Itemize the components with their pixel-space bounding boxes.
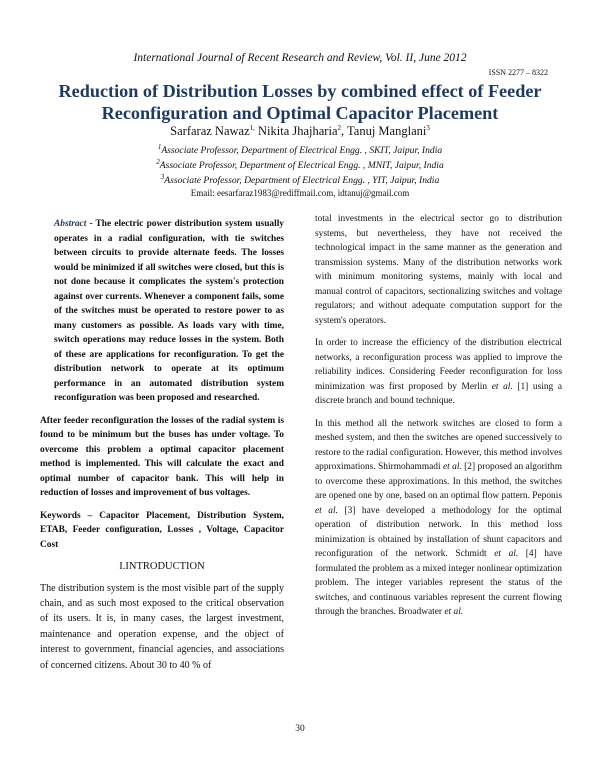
right-column: [315, 212, 562, 628]
abstract: [40, 217, 284, 406]
section-heading-introduction: I.INTRODUCTION: [119, 561, 205, 572]
affiliation-1: [0, 143, 600, 156]
p3-text-c: [3] have developed a methodology for the optimal operation of distribution network. In this method loss minimization is obtained by installation of shunt capacitors and reconfiguration of the network. Schmidt: [315, 505, 562, 559]
body-paragraph-2: [315, 336, 562, 409]
affiliation-1-sup: 1: [157, 143, 162, 151]
affiliation-1-text: Associate Professor, Department of Electrical Engg. , SKIT, Jaipur, India: [161, 145, 443, 157]
author-list: [0, 124, 600, 139]
p3-etal-1: et al.: [442, 462, 462, 472]
journal-header: International Journal of Recent Research and Review, Vol. II, June 2012: [133, 52, 467, 64]
author-1: Sarfaraz Nawaz: [170, 124, 250, 139]
affiliation-2-sup: 2: [156, 158, 160, 166]
author-2-sup: 2: [337, 124, 341, 132]
page-number: 30: [295, 724, 305, 734]
affiliation-3: [0, 173, 600, 186]
p3-text-b: [2] proposed an algorithm to overcome these approximations. In this method, the switches are opened one by one, based on an optimal flow pattern. Peponis: [315, 462, 562, 501]
body-paragraph-3: [315, 417, 562, 620]
p3-text-d: [4] have formulated the problem as a mixed integer nonlinear optimization problem. The integer variables represent the status of the switches, and continuous variables represent the current flowing through the branches. Broadwater: [315, 549, 562, 617]
left-column: [40, 217, 284, 681]
author-2: Nikita Jhajharia: [254, 124, 338, 139]
author-1-sup: 1,: [249, 124, 255, 132]
abstract-label: Abstract: [54, 219, 87, 229]
author-3: , Tanuj Manglani: [341, 124, 427, 139]
body-paragraph-1: total investments in the electrical sector go to distribution systems, but nevertheless, they have not received the technological impact in the same manner as the generation and transmission systems. Many of the distribution networks work with minimum monitoring systems, mainly with local and manual control of capacitors, sectionalizing switches and voltage regulators; and without adequate computation support for the system's operators.: [315, 214, 562, 326]
affiliation-2-text: Associate Professor, Department of Electrical Engg. , MNIT, Jaipur, India: [159, 160, 444, 172]
p3-text-a: In this method all the network switches are closed to form a meshed system, and then the switches are opened successively to restore to the radial configuration. However, this method involves approximations. Shirmohammadi: [315, 418, 562, 472]
issn-number: ISSN 2277 – 8322: [488, 68, 548, 77]
p2-etal: et al.: [491, 381, 513, 392]
p3-etal-2: et al.: [315, 505, 338, 516]
author-3-sup: 3: [426, 124, 430, 132]
author-emails: Email: eesarfaraz1983@rediffmail.com, idtanuj@gmail.com: [190, 188, 410, 198]
abstract-text: - The electric power distribution system usually operates in a radial configuration, with tie switches between circuits to provide alternate feeds. The losses would be minimized if all switches were closed, but this is not done because it complicates the system's protection against over currents. Whenever a component fails, some of the switches must be operated to restore power to as many customers as possible. As loads vary with time, switch operations may reduce losses in the system. Both of these are applications for reconfiguration. To get the distribution network to operate at its optimum performance in an automated distribution system reconfiguration was been proposed and researched.: [54, 219, 284, 403]
affiliation-2: [0, 158, 600, 171]
p2-end: [1] using a discrete branch and bound technique.: [315, 381, 562, 406]
introduction-paragraph: The distribution system is the most visible part of the supply chain, and as such most exposed to the critical observation of its users. It is, in many cases, the largest investment, maintenance and operation expense, and the object of interest to government, financial agencies, and associations of concerned citizens. About 30 to 40 % of: [40, 582, 284, 671]
affiliation-3-text: Associate Professor, Department of Electrical Engg. , YIT, Jaipur, India: [164, 175, 440, 187]
affiliation-3-sup: 3: [160, 173, 165, 181]
abstract-continuation: After feeder reconfiguration the losses of the radial system is found to be minimum but the buses has under voltage. To overcome this problem a optimal capacitor placement method is implemented. This will calculate the exact and optimal number of capacitor bank. This will help in reduction of losses and improvement of bus voltages.: [40, 415, 284, 498]
keywords: Keywords – Capacitor Placement, Distribution System, ETAB, Feeder configuration, Losses , Voltage, Capacitor Cost: [40, 510, 284, 550]
paper-title: Reduction of Distribution Losses by combined effect of Feeder Reconfiguration and Optimal Capacitor Placement: [58, 81, 542, 123]
p2-text: In order to increase the efficiency of the distribution electrical networks, a reconfiguration process was applied to improve the reliability indices. Considering Feeder reconfiguration for loss minimization was first proposed by Merlin: [315, 338, 562, 392]
p3-etal-4: et al.: [444, 607, 464, 617]
p3-etal-3: et al.: [494, 549, 519, 559]
